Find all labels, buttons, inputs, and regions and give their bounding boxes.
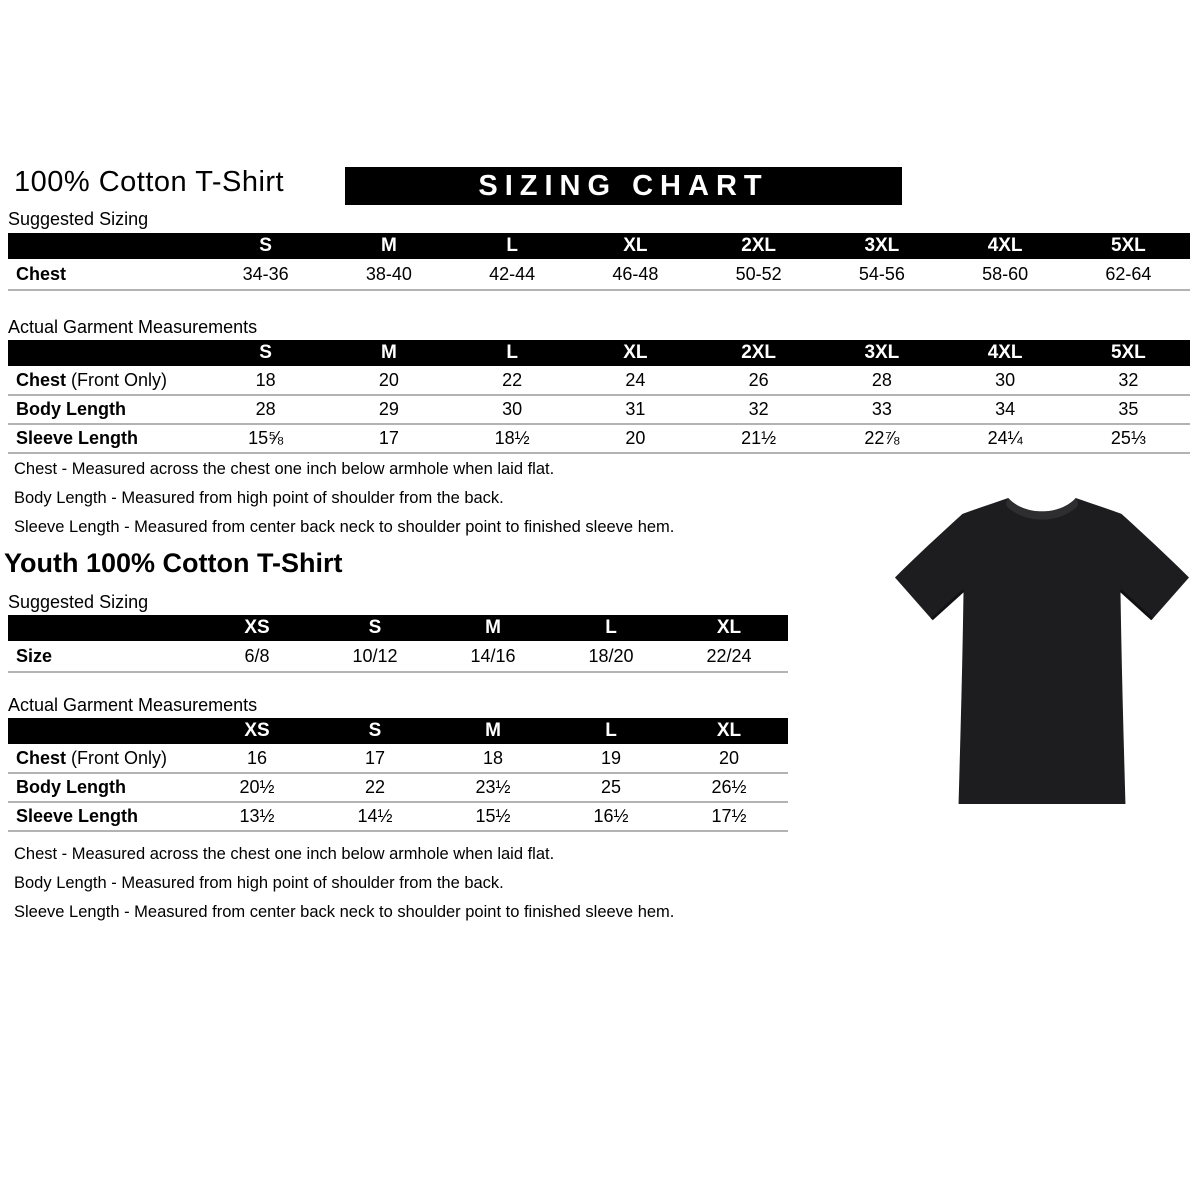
row-label-suffix: (Front Only) bbox=[71, 369, 168, 390]
col-header-l: L bbox=[506, 342, 518, 363]
adult-actual-measurements-label: Actual Garment Measurements bbox=[8, 317, 258, 337]
adult-suggested-table bbox=[8, 233, 1190, 291]
row-label-cell bbox=[8, 802, 198, 831]
row-label: Size bbox=[16, 645, 53, 666]
row-label: Chest bbox=[16, 369, 67, 390]
row-label: Body Length bbox=[16, 399, 126, 419]
table-cell: 25⅓ bbox=[1067, 424, 1190, 453]
note-sleeve: Sleeve Length - Measured from center back neck to shoulder point to finished sleeve hem. bbox=[14, 518, 675, 536]
note-body: Body Length - Measured from high point of shoulder from the back. bbox=[14, 874, 504, 892]
note-chest: Chest - Measured across the chest one inch below armhole when laid flat. bbox=[14, 460, 555, 478]
col-header-xs: XS bbox=[244, 617, 270, 638]
col-header-3xl: 3XL bbox=[864, 235, 900, 256]
adult-body-length-row bbox=[8, 395, 1190, 424]
col-header-3xl: 3XL bbox=[864, 342, 900, 363]
table-cell: 22/24 bbox=[670, 641, 788, 672]
col-header-m: M bbox=[380, 235, 397, 256]
table-cell: 54-56 bbox=[820, 259, 943, 290]
table-cell: 20 bbox=[327, 366, 450, 395]
table-cell: 21½ bbox=[697, 424, 820, 453]
table-cell: 22 bbox=[316, 773, 434, 802]
table-cell: 13½ bbox=[198, 802, 316, 831]
col-header-m: M bbox=[380, 342, 397, 363]
table-cell: 16½ bbox=[552, 802, 670, 831]
table-cell: 20 bbox=[574, 424, 697, 453]
row-label: Sleeve Length bbox=[16, 428, 139, 448]
youth-notes bbox=[14, 844, 674, 931]
col-header-4xl: 4XL bbox=[987, 342, 1023, 363]
table-cell: 17½ bbox=[670, 802, 788, 831]
table-cell: 14½ bbox=[316, 802, 434, 831]
row-label: Body Length bbox=[16, 777, 126, 797]
youth-size-row bbox=[8, 641, 788, 672]
note-sleeve: Sleeve Length - Measured from center back neck to shoulder point to finished sleeve hem. bbox=[14, 903, 675, 921]
adult-chest-row bbox=[8, 366, 1190, 395]
table-cell: 18/20 bbox=[552, 641, 670, 672]
table-cell: 32 bbox=[697, 395, 820, 424]
row-label-cell bbox=[8, 395, 204, 424]
row-label-cell bbox=[8, 744, 198, 773]
table-cell: 20 bbox=[670, 744, 788, 773]
col-header-l: L bbox=[605, 720, 617, 741]
table-cell: 18 bbox=[204, 366, 327, 395]
sizing-chart-banner bbox=[345, 167, 902, 205]
table-cell: 34-36 bbox=[204, 259, 327, 290]
adult-suggested-sizing-label: Suggested Sizing bbox=[8, 209, 149, 229]
adult-sleeve-length-row bbox=[8, 424, 1190, 453]
table-cell: 25 bbox=[552, 773, 670, 802]
table-cell: 14/16 bbox=[434, 641, 552, 672]
table-cell: 6/8 bbox=[198, 641, 316, 672]
col-header-s: S bbox=[368, 617, 382, 638]
col-header-2xl: 2XL bbox=[741, 235, 777, 256]
col-header-s: S bbox=[368, 720, 382, 741]
col-header-m: M bbox=[485, 720, 501, 741]
youth-title: Youth 100% Cotton T-Shirt bbox=[4, 548, 343, 578]
table-cell: 42-44 bbox=[451, 259, 574, 290]
youth-chest-row bbox=[8, 744, 788, 773]
youth-body-length-row bbox=[8, 773, 788, 802]
col-header-5xl: 5XL bbox=[1110, 342, 1146, 363]
row-label-cell bbox=[8, 259, 204, 290]
col-header-l: L bbox=[506, 235, 518, 256]
table-cell: 19 bbox=[552, 744, 670, 773]
adult-actual-header-row bbox=[8, 340, 1190, 366]
col-header-m: M bbox=[485, 617, 501, 638]
table-cell: 30 bbox=[451, 395, 574, 424]
col-header-xl: XL bbox=[623, 235, 648, 256]
row-label-cell bbox=[8, 424, 204, 453]
adult-title: 100% Cotton T-Shirt bbox=[14, 166, 285, 198]
col-header-5xl: 5XL bbox=[1110, 235, 1146, 256]
table-cell: 17 bbox=[316, 744, 434, 773]
table-cell: 34 bbox=[944, 395, 1067, 424]
note-chest: Chest - Measured across the chest one inch below armhole when laid flat. bbox=[14, 845, 555, 863]
col-header-s: S bbox=[259, 342, 272, 363]
sizing-chart-banner-text: SIZING CHART bbox=[478, 169, 769, 202]
table-cell: 22 bbox=[451, 366, 574, 395]
table-cell: 26 bbox=[697, 366, 820, 395]
header-spacer bbox=[8, 340, 204, 366]
youth-sleeve-length-row bbox=[8, 802, 788, 831]
row-label-cell bbox=[8, 773, 198, 802]
col-header-4xl: 4XL bbox=[987, 235, 1023, 256]
table-cell: 22⅞ bbox=[820, 424, 943, 453]
table-cell: 32 bbox=[1067, 366, 1190, 395]
table-cell: 24 bbox=[574, 366, 697, 395]
youth-actual-table bbox=[8, 718, 788, 832]
col-header-xl: XL bbox=[716, 617, 742, 638]
row-label: Chest bbox=[16, 747, 67, 768]
table-cell: 18½ bbox=[451, 424, 574, 453]
header-spacer bbox=[8, 233, 204, 259]
table-cell: 24¼ bbox=[944, 424, 1067, 453]
col-header-l: L bbox=[605, 617, 617, 638]
table-cell: 28 bbox=[820, 366, 943, 395]
youth-suggested-sizing-label: Suggested Sizing bbox=[8, 592, 149, 612]
col-header-xl: XL bbox=[623, 342, 648, 363]
table-cell: 17 bbox=[327, 424, 450, 453]
tshirt-graphic bbox=[893, 477, 1191, 822]
adult-chest-suggested-row bbox=[8, 259, 1190, 290]
table-cell: 28 bbox=[204, 395, 327, 424]
row-label-cell bbox=[8, 366, 204, 395]
adult-actual-table bbox=[8, 340, 1190, 454]
col-header-s: S bbox=[259, 235, 272, 256]
col-header-2xl: 2XL bbox=[741, 342, 777, 363]
table-cell: 38-40 bbox=[327, 259, 450, 290]
table-cell: 31 bbox=[574, 395, 697, 424]
table-cell: 33 bbox=[820, 395, 943, 424]
col-header-xs: XS bbox=[244, 720, 270, 741]
table-cell: 30 bbox=[944, 366, 1067, 395]
table-cell: 15½ bbox=[434, 802, 552, 831]
table-cell: 10/12 bbox=[316, 641, 434, 672]
table-cell: 16 bbox=[198, 744, 316, 773]
adult-suggested-header-row bbox=[8, 233, 1190, 259]
table-cell: 58-60 bbox=[944, 259, 1067, 290]
table-cell: 23½ bbox=[434, 773, 552, 802]
header-spacer bbox=[8, 615, 198, 641]
header-spacer bbox=[8, 718, 198, 744]
row-label: Chest bbox=[16, 263, 67, 284]
table-cell: 46-48 bbox=[574, 259, 697, 290]
note-body: Body Length - Measured from high point of shoulder from the back. bbox=[14, 489, 504, 507]
table-cell: 50-52 bbox=[697, 259, 820, 290]
youth-actual-header-row bbox=[8, 718, 788, 744]
youth-suggested-header-row bbox=[8, 615, 788, 641]
table-cell: 35 bbox=[1067, 395, 1190, 424]
col-header-xl: XL bbox=[716, 720, 742, 741]
tshirt-image bbox=[893, 477, 1191, 822]
row-label-cell bbox=[8, 641, 198, 672]
table-cell: 62-64 bbox=[1067, 259, 1190, 290]
row-label: Sleeve Length bbox=[16, 806, 139, 826]
adult-notes bbox=[14, 459, 674, 546]
table-cell: 15⅝ bbox=[204, 424, 327, 453]
table-cell: 29 bbox=[327, 395, 450, 424]
table-cell: 18 bbox=[434, 744, 552, 773]
youth-suggested-table bbox=[8, 615, 788, 673]
table-cell: 26½ bbox=[670, 773, 788, 802]
table-cell: 20½ bbox=[198, 773, 316, 802]
youth-actual-measurements-label: Actual Garment Measurements bbox=[8, 695, 258, 715]
row-label-suffix: (Front Only) bbox=[71, 747, 168, 768]
